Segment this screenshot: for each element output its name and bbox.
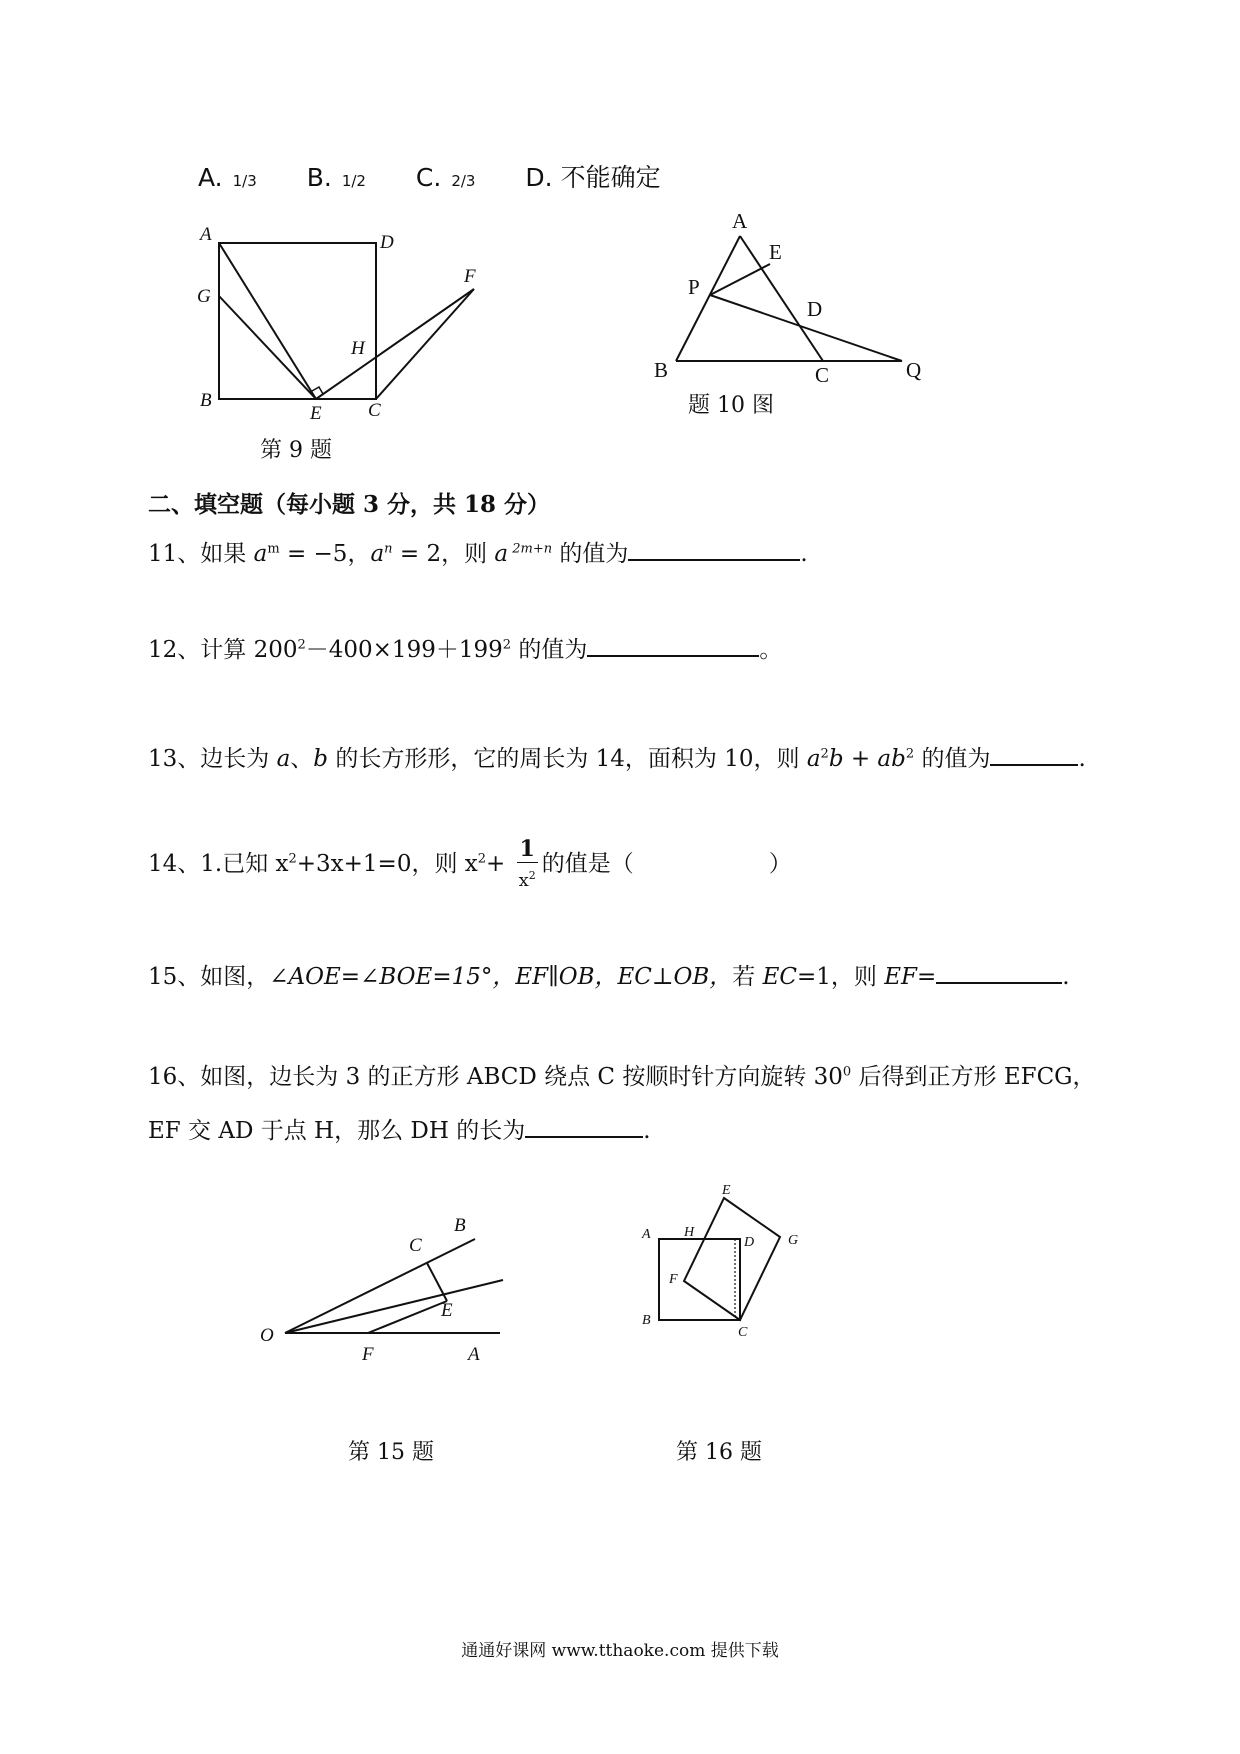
fig16-label-D: D xyxy=(744,1235,755,1250)
fig10-label-Q: Q xyxy=(906,358,922,382)
fig10-label-E: E xyxy=(769,240,782,264)
fig15-label-F: F xyxy=(362,1344,374,1365)
question-12: 12、计算 $200^2-400\times 199+199^2$ 的值为 。 xyxy=(148,631,782,664)
figure-16-caption: 第 16 题 xyxy=(676,1440,762,1465)
fig10-label-B: B xyxy=(654,358,669,382)
fig10-label-D: D xyxy=(807,297,823,321)
fig15-line-OE xyxy=(285,1280,503,1333)
fig15-label-C: C xyxy=(409,1235,422,1256)
fig9-line-AE xyxy=(219,243,316,399)
fig16-label-G: G xyxy=(788,1233,799,1248)
figure-9-diagram xyxy=(190,220,500,430)
fig9-label-A: A xyxy=(200,224,212,245)
question-16-line-1: 16、如图，边长为 3 的正方形 ABCD 绕点 C 按顺时针方向旋转 $30^0$ 后得到正方形 EFCG， xyxy=(148,1064,1096,1090)
fig15-label-O: O xyxy=(260,1325,274,1346)
q12-answer-blank[interactable] xyxy=(587,633,759,657)
question-14: 14、1.已知 $x^2+3x+1=0$，则 $x^2+$ $\frac{1}{x^2}$ 的值是（ ） xyxy=(148,836,792,894)
fig9-label-E: E xyxy=(310,403,322,424)
fig10-line-PE xyxy=(710,264,770,295)
fig15-label-A: A xyxy=(468,1344,480,1365)
figure-15-diagram xyxy=(255,1205,515,1365)
question-11: 11、如果 $a^m = -5$，$a^n = 2$，则 a $^{2m+n}$ 的值为 . xyxy=(148,535,808,568)
q16-answer-blank[interactable] xyxy=(525,1114,643,1138)
figure-16-diagram xyxy=(632,1180,812,1340)
fig10-label-P: P xyxy=(688,275,700,299)
fig9-line-CF xyxy=(376,289,474,399)
q11-answer-blank[interactable] xyxy=(628,537,800,561)
fig15-label-E: E xyxy=(441,1300,453,1321)
fig15-line-FE xyxy=(368,1301,447,1333)
figure-15-caption: 第 15 题 xyxy=(348,1440,434,1465)
option-d: D. 不能确定 xyxy=(525,163,661,192)
figure-9-caption: 第 9 题 xyxy=(260,438,332,463)
fig9-right-angle-mark xyxy=(312,387,323,394)
fig9-label-H: H xyxy=(351,338,365,359)
fig16-label-A: A xyxy=(642,1227,651,1242)
fig9-label-D: D xyxy=(380,232,394,253)
fig9-label-B: B xyxy=(200,390,212,411)
fig9-label-F: F xyxy=(464,266,476,287)
fig9-line-GE xyxy=(219,296,316,399)
q10-options xyxy=(198,158,703,194)
fig16-label-F: F xyxy=(669,1272,678,1287)
question-13: 13、边长为 a、b 的长方形形，它的周长为 14，面积为 10，则 $a^2b + ab^2$ 的值为 . xyxy=(148,740,1086,773)
fig16-label-B: B xyxy=(642,1313,651,1328)
fig10-label-A: A xyxy=(732,210,748,233)
fig16-label-H: H xyxy=(684,1225,695,1240)
fig15-label-B: B xyxy=(454,1215,466,1236)
q15-answer-blank[interactable] xyxy=(936,960,1062,984)
option-b: B. 1/2 xyxy=(306,163,366,192)
figure-10-caption: 题 10 图 xyxy=(688,393,774,418)
question-16-line-2: EF 交 AD 于点 H，那么 DH 的长为 . xyxy=(148,1112,651,1145)
q13-answer-blank[interactable] xyxy=(990,742,1078,766)
fig9-label-G: G xyxy=(197,286,211,307)
option-a: A. 1/3 xyxy=(198,163,257,192)
fig9-label-C: C xyxy=(368,400,381,421)
page-footer: 通通好课网 www.tthaoke.com 提供下载 xyxy=(461,1641,779,1661)
fig10-line-PQ xyxy=(710,295,902,361)
fig9-line-EF xyxy=(316,289,474,399)
option-c: C. 2/3 xyxy=(415,163,476,192)
section-2-heading: 二、填空题（每小题 3 分，共 18 分） xyxy=(148,491,551,518)
question-15: 15、如图，∠AOE=∠BOE=15°，EF∥OB，EC⊥OB，若 EC=1，则 EF= . xyxy=(148,958,1070,991)
fig16-label-C: C xyxy=(738,1325,748,1340)
fig10-label-C: C xyxy=(815,363,830,387)
fig10-line-BA xyxy=(676,236,740,361)
fig16-square-EFCG xyxy=(684,1198,780,1320)
q14-fraction: $\frac{1}{x^2}$ xyxy=(517,836,538,894)
fig16-label-E: E xyxy=(722,1183,731,1198)
